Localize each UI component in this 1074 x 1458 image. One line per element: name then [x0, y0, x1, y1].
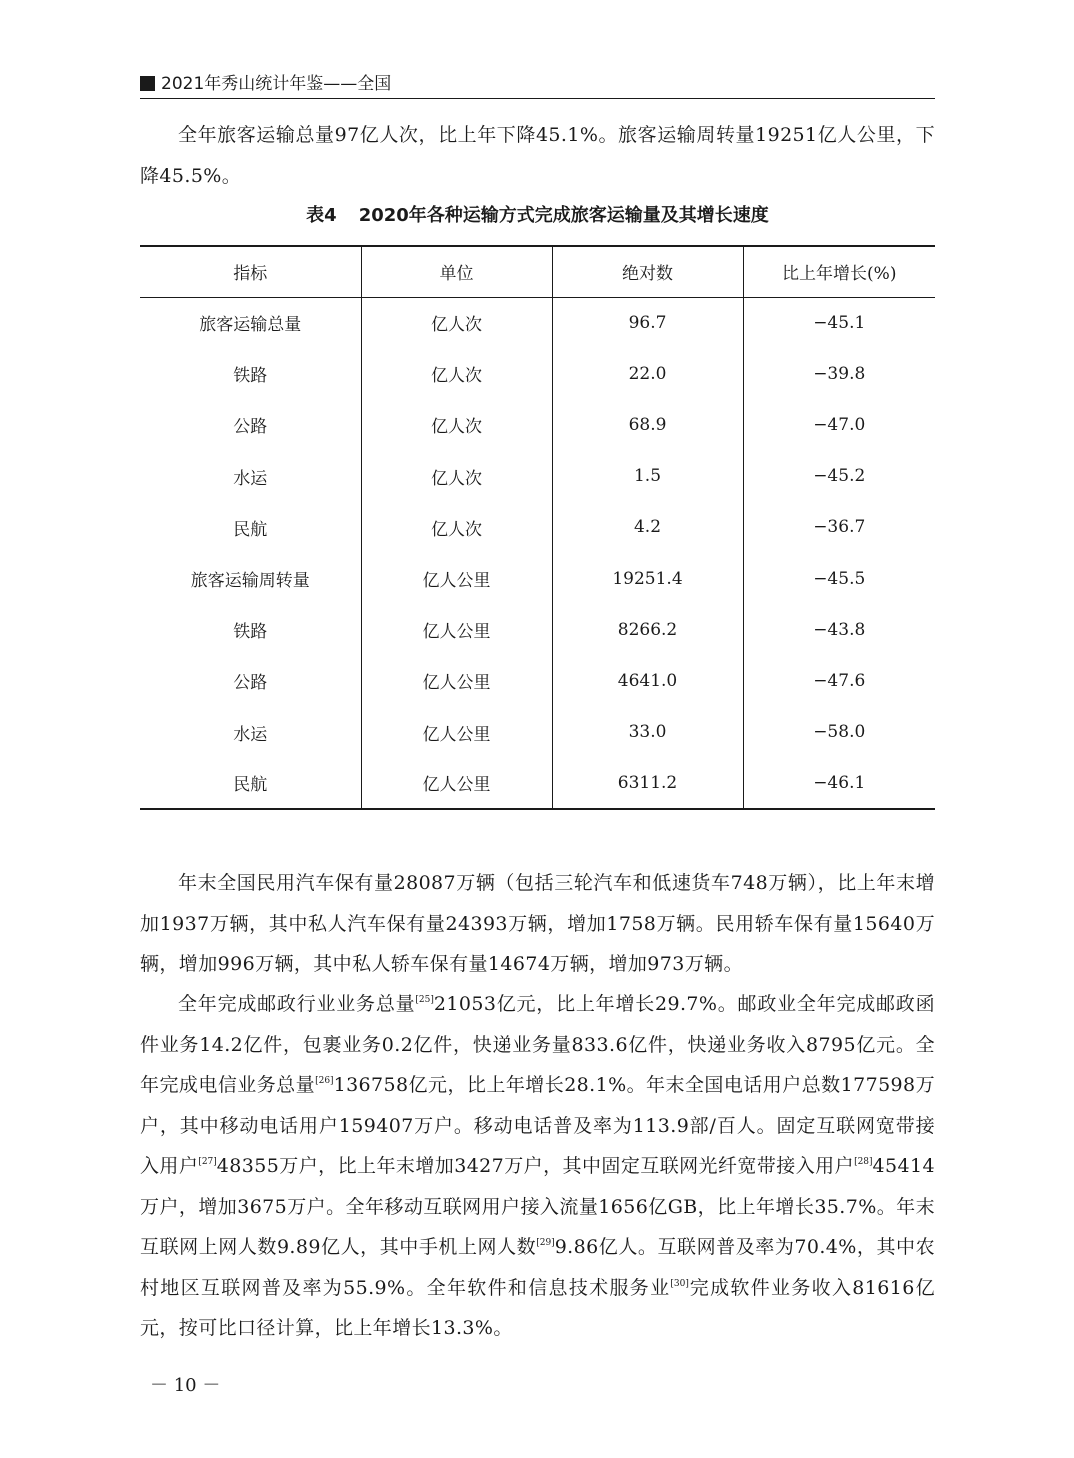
cell-absolute: 22.0 — [552, 348, 743, 399]
cell-unit: 亿人次 — [361, 348, 552, 399]
cell-absolute: 4641.0 — [552, 655, 743, 706]
table-row — [140, 348, 935, 399]
text-segment: 21053亿元，比上年增长29.7%。邮政业全年完成邮政函件业务14.2亿件，包裹业务0.2亿件，快递业务量833.6亿件，快递业务收入8795亿元。全年完成电信业务总量 — [140, 993, 935, 1096]
cell-absolute: 33.0 — [552, 707, 743, 758]
header-absolute: 绝对数 — [552, 246, 743, 297]
table-title: 2020年各种运输方式完成旅客运输量及其增长速度 — [358, 205, 769, 226]
cell-absolute: 4.2 — [552, 502, 743, 553]
text-segment: 全年完成邮政行业业务总量 — [178, 993, 416, 1015]
text-segment: 完成软件业务收入81616亿元，按可比口径计算，比上年增长13.3%。 — [140, 1276, 936, 1339]
cell-indicator: 铁路 — [233, 366, 268, 387]
cell-absolute: 1.5 — [552, 451, 743, 502]
cell-indicator: 铁路 — [233, 622, 268, 643]
header-title: 2021年秀山统计年鉴——全国 — [161, 74, 392, 94]
table-row — [140, 655, 935, 706]
paragraph-vehicle-ownership: 年末全国民用汽车保有量28087万辆（包括三轮汽车和低速货车748万辆），比上年末增加1937万辆，其中私人汽车保有量24393万辆，增加1758万辆。民用轿车保有量15640万辆，增加996万辆，其中私人轿车保有量14674万辆，增加973万辆。 — [140, 872, 935, 975]
table-row — [140, 604, 935, 655]
table-number: 表4 — [306, 205, 337, 226]
cell-indicator: 水运 — [233, 468, 268, 489]
cell-growth: −47.6 — [743, 655, 935, 706]
running-header — [140, 70, 935, 98]
header-divider — [140, 98, 935, 99]
footnote-ref-25: [25] — [415, 995, 434, 1005]
footnote-ref-28: [28] — [854, 1157, 873, 1167]
cell-indicator: 旅客运输周转量 — [190, 571, 310, 592]
footnote-ref-27: [27] — [198, 1157, 217, 1167]
cell-indicator: 公路 — [233, 417, 268, 438]
cell-unit: 亿人公里 — [361, 553, 552, 604]
cell-growth: −43.8 — [743, 604, 935, 655]
table-row — [140, 502, 935, 553]
table-row — [140, 758, 935, 809]
cell-unit: 亿人公里 — [361, 655, 552, 706]
cell-unit: 亿人次 — [361, 399, 552, 450]
cell-unit: 亿人次 — [361, 297, 552, 348]
page-number: － 10 － — [150, 1375, 221, 1396]
table-row — [140, 553, 935, 604]
black-square-icon — [140, 76, 155, 91]
cell-indicator: 民航 — [140, 758, 361, 809]
cell-absolute: 6311.2 — [552, 758, 743, 809]
cell-growth: −39.8 — [743, 348, 935, 399]
cell-unit: 亿人公里 — [361, 707, 552, 758]
cell-growth: −45.5 — [743, 553, 935, 604]
text-segment: 48355万户，比上年末增加3427万户，其中固定互联网光纤宽带接入用户 — [216, 1155, 855, 1177]
passenger-transport-table — [140, 245, 935, 810]
header-growth: 比上年增长(%) — [743, 246, 935, 297]
cell-growth: −46.1 — [743, 758, 935, 809]
cell-indicator: 旅客运输总量 — [199, 315, 302, 336]
table-caption — [140, 198, 935, 234]
cell-growth: −58.0 — [743, 707, 935, 758]
cell-unit: 亿人次 — [361, 451, 552, 502]
cell-unit: 亿人次 — [361, 502, 552, 553]
table-header-row — [140, 246, 935, 297]
cell-unit: 亿人公里 — [361, 758, 552, 809]
cell-growth: −45.1 — [743, 297, 935, 348]
footnote-ref-26: [26] — [315, 1076, 334, 1086]
cell-indicator: 水运 — [233, 724, 268, 745]
table-row — [140, 451, 935, 502]
paragraph-passenger-transport: 全年旅客运输总量97亿人次，比上年下降45.1%。旅客运输周转量19251亿人公里，下降45.5%。 — [140, 124, 935, 187]
paragraph-postal-telecom — [140, 984, 935, 1349]
table-row — [140, 297, 935, 348]
cell-indicator: 民航 — [233, 519, 268, 540]
header-indicator: 指标 — [140, 246, 361, 297]
text-segment: 136758亿元，比上年增长28.1%。年末全国电话用户总数177598万户，其中移动电话用户159407万户。移动电话普及率为113.9部/百人。固定互联网宽带接入用户 — [140, 1074, 935, 1177]
cell-growth: −47.0 — [743, 399, 935, 450]
header-unit: 单位 — [361, 246, 552, 297]
text-segment: 45414万户，增加3675万户。全年移动互联网用户接入流量1656亿GB，比上年增长35.7%。年末互联网上网人数9.89亿人，其中手机上网人数 — [140, 1155, 935, 1258]
table-row — [140, 707, 935, 758]
footnote-ref-30: [30] — [670, 1278, 689, 1289]
text-segment: 9.86亿人。互联网普及率为70.4%，其中农村地区互联网普及率为55.9%。全年软件和信息技术服务业 — [140, 1236, 935, 1299]
cell-growth: −45.2 — [743, 451, 935, 502]
table-row — [140, 399, 935, 450]
cell-indicator: 公路 — [233, 673, 268, 694]
cell-unit: 亿人公里 — [361, 604, 552, 655]
cell-absolute: 96.7 — [552, 297, 743, 348]
cell-absolute: 8266.2 — [552, 604, 743, 655]
cell-growth: −36.7 — [743, 502, 935, 553]
cell-absolute: 68.9 — [552, 399, 743, 450]
cell-absolute: 19251.4 — [552, 553, 743, 604]
footnote-ref-29: [29] — [536, 1238, 555, 1248]
